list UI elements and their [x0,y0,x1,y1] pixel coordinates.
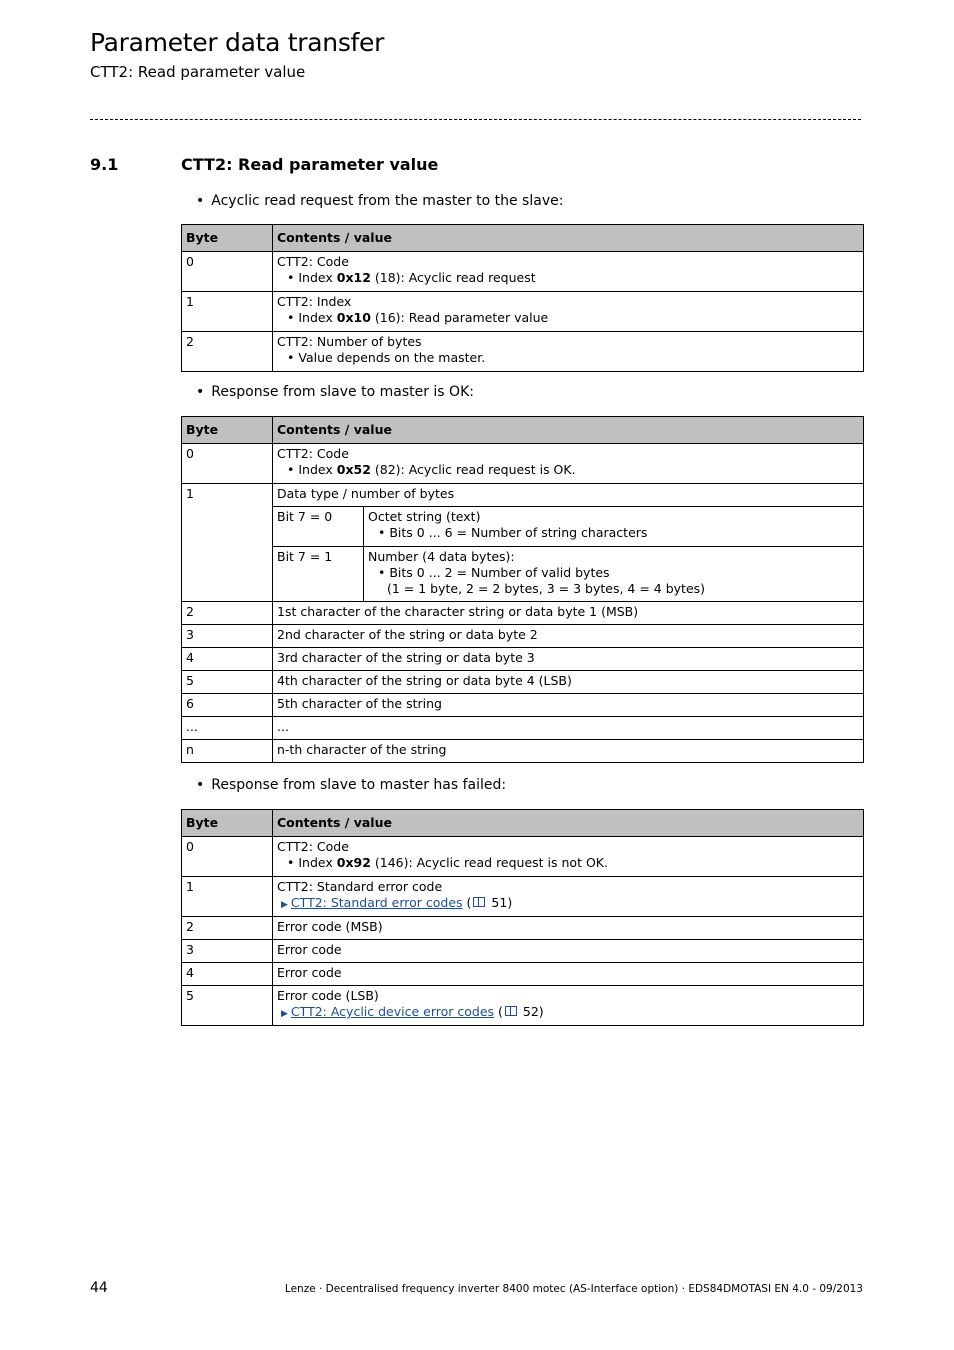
col-header-contents: Contents / value [273,417,864,444]
table-row: 0 CTT2: Code • Index 0x92 (146): Acyclic read request is not OK. [182,837,864,877]
arrow-right-icon: ▶ [281,1009,288,1019]
page-number: 44 [90,1280,108,1296]
table-row: 2 CTT2: Number of bytes • Value depends on the master. [182,332,864,372]
table-row: 0 CTT2: Code • Index 0x12 (18): Acyclic read request [182,252,864,292]
table-response-failed [181,809,864,1026]
col-header-byte: Byte [182,810,273,837]
table-row: 4 Error code [182,963,864,986]
link-acyclic-device-error-codes[interactable]: CTT2: Acyclic device error codes [290,1004,495,1019]
table-row: 3 2nd character of the string or data byte 2 [182,625,864,648]
table-row: 2 Error code (MSB) [182,917,864,940]
bullet-response-failed: • Response from slave to master has failed: [196,777,507,793]
arrow-right-icon: ▶ [281,900,288,910]
table-response-ok [181,416,864,763]
col-header-byte: Byte [182,417,273,444]
table-row: 2 1st character of the character string or data byte 1 (MSB) [182,602,864,625]
link-standard-error-codes[interactable]: CTT2: Standard error codes [290,895,463,910]
section-title: CTT2: Read parameter value [181,155,439,174]
table-row: 5 Error code (LSB) ▶ CTT2: Acyclic device error codes ( 52) [182,986,864,1026]
table-row: 1 CTT2: Standard error code ▶ CTT2: Standard error codes ( 51) [182,877,864,917]
book-icon [505,1006,517,1016]
page-subtitle: CTT2: Read parameter value [90,63,306,81]
page-title: Parameter data transfer [90,28,385,57]
table-row: 1 Data type / number of bytes [182,484,864,507]
table-row: n n-th character of the string [182,740,864,763]
table-read-request [181,224,864,372]
col-header-contents: Contents / value [273,225,864,252]
bullet-response-ok: • Response from slave to master is OK: [196,384,474,400]
table-row: 0 CTT2: Code • Index 0x52 (82): Acyclic read request is OK. [182,444,864,484]
table-row: 4 3rd character of the string or data byte 3 [182,648,864,671]
section-number: 9.1 [90,155,119,174]
bullet-read-request: • Acyclic read request from the master to the slave: [196,193,564,209]
table-row: 5 4th character of the string or data byte 4 (LSB) [182,671,864,694]
table-row: Bit 7 = 1 Number (4 data bytes): • Bits 0 ... 2 = Number of valid bytes (1 = 1 byte, 2 = 2 bytes, 3 = 3 bytes, 4 = 4 bytes) [182,547,864,602]
divider [90,119,861,120]
table-row: 6 5th character of the string [182,694,864,717]
table-row: Bit 7 = 0 Octet string (text) • Bits 0 ... 6 = Number of string characters [182,507,864,547]
table-row: ... ... [182,717,864,740]
table-row: 3 Error code [182,940,864,963]
col-header-byte: Byte [182,225,273,252]
footer-text: Lenze · Decentralised frequency inverter 8400 motec (AS-Interface option) · EDS84DMOTASI EN 4.0 - 09/2013 [284,1283,863,1295]
book-icon [473,897,485,907]
col-header-contents: Contents / value [273,810,864,837]
table-row: 1 CTT2: Index • Index 0x10 (16): Read parameter value [182,292,864,332]
